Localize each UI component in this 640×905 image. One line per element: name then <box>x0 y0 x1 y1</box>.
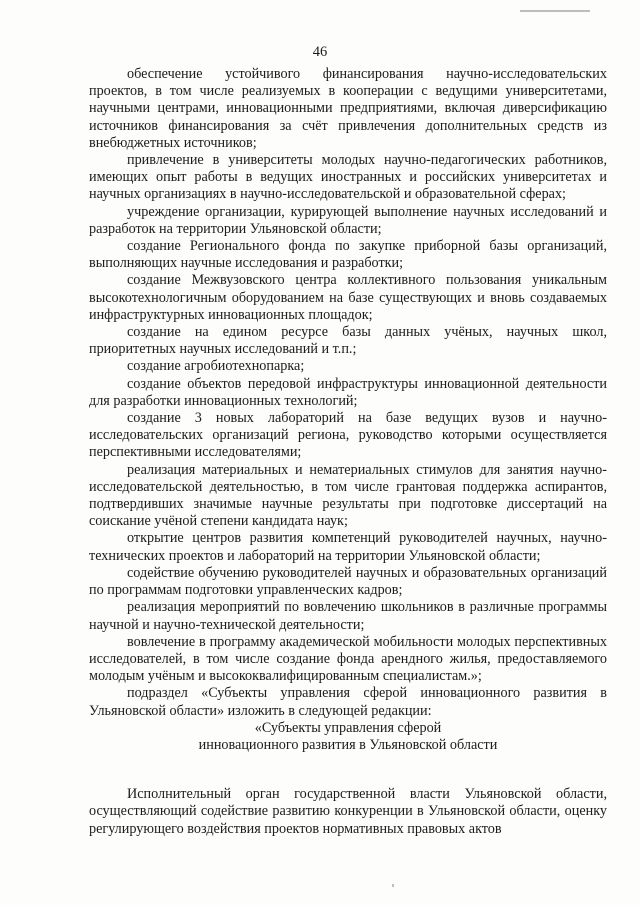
page-number: 46 <box>312 44 328 60</box>
section-heading-line1: «Субъекты управления сферой <box>254 719 442 736</box>
scan-artifact-top <box>520 10 590 12</box>
paragraph-interuniversity-center: создание Межвузовского центра коллективного пользования уникальным высокотехнологичным оборудованием на базе существующих и вновь создаваемых инфраструктурных инновационных площадок; <box>89 272 607 323</box>
section-heading <box>89 720 607 754</box>
document-body <box>89 66 607 838</box>
scan-artifact-bottom <box>392 884 394 887</box>
paragraph-financing: обеспечение устойчивого финансирования научно-исследовательских проектов, в том числе реализуемых в кооперации с ведущими университетами, научными центрами, инновационными предприятиями, включая диверсификацию источников финансирования за счёт привлечения дополнительных средств из внебюджетных источников; <box>89 66 607 151</box>
paragraph-infrastructure: создание объектов передовой инфраструктуры инновационной деятельности для разработки инновационных технологий; <box>89 375 607 409</box>
paragraph-incentives: реализация материальных и нематериальных стимулов для занятия научно-исследовательской деятельностью, в том числе грантовая поддержка аспирантов, подтвердивших значимые научные результаты при подготовке диссертаций на соискание учёной степени кандидата наук; <box>89 461 607 530</box>
paragraph-competence-centers: открытие центров развития компетенций руководителей научных, научно-технических проектов и лабораторий на территории Ульяновской области; <box>89 530 607 564</box>
paragraph-executive-body: Исполнительный орган государственной власти Ульяновской области, осуществляющий содействие развитию конкуренции в Ульяновской области, оценку регулирующего воздействия проектов нормативных правовых актов <box>89 786 607 837</box>
paragraph-mobility: вовлечение в программу академической мобильности молодых перспективных исследователей, в том числе создание фонда арендного жилья, предоставляемого молодым учёным и высококвалифицированным специалистам.»; <box>89 633 607 685</box>
paragraph-database: создание на едином ресурсе базы данных учёных, научных школ, приоритетных научных исследований и т.п.; <box>89 324 607 358</box>
section-heading-line2: инновационного развития в Ульяновской области <box>198 736 498 753</box>
paragraph-attracting-staff: привлечение в университеты молодых научно-педагогических работников, имеющих опыт работы в ведущих иностранных и российских университетах и научных организациях в научно-исследовательской и образовательной сферах; <box>89 152 607 203</box>
paragraph-schoolchildren: реализация мероприятий по вовлечению школьников в различные программы научной и научно-технической деятельности; <box>89 599 607 633</box>
paragraph-subsection: подраздел «Субъекты управления сферой инновационного развития в Ульяновской области» изложить в следующей редакции: <box>89 685 607 719</box>
paragraph-laboratories: создание 3 новых лабораторий на базе ведущих вузов и научно-исследовательских организаций региона, руководство которыми осуществляется перспективными исследователями; <box>89 410 607 461</box>
paragraph-organization: учреждение организации, курирующей выполнение научных исследований и разработок на территории Ульяновской области; <box>89 203 607 237</box>
paragraph-management-training: содействие обучению руководителей научных и образовательных организаций по программам подготовки управленческих кадров; <box>89 564 607 599</box>
paragraph-regional-fund: создание Регионального фонда по закупке приборной базы организаций, выполняющих научные исследования и разработки; <box>89 238 607 272</box>
paragraph-agrobiotechpark: создание агробиотехнопарка; <box>127 358 305 375</box>
